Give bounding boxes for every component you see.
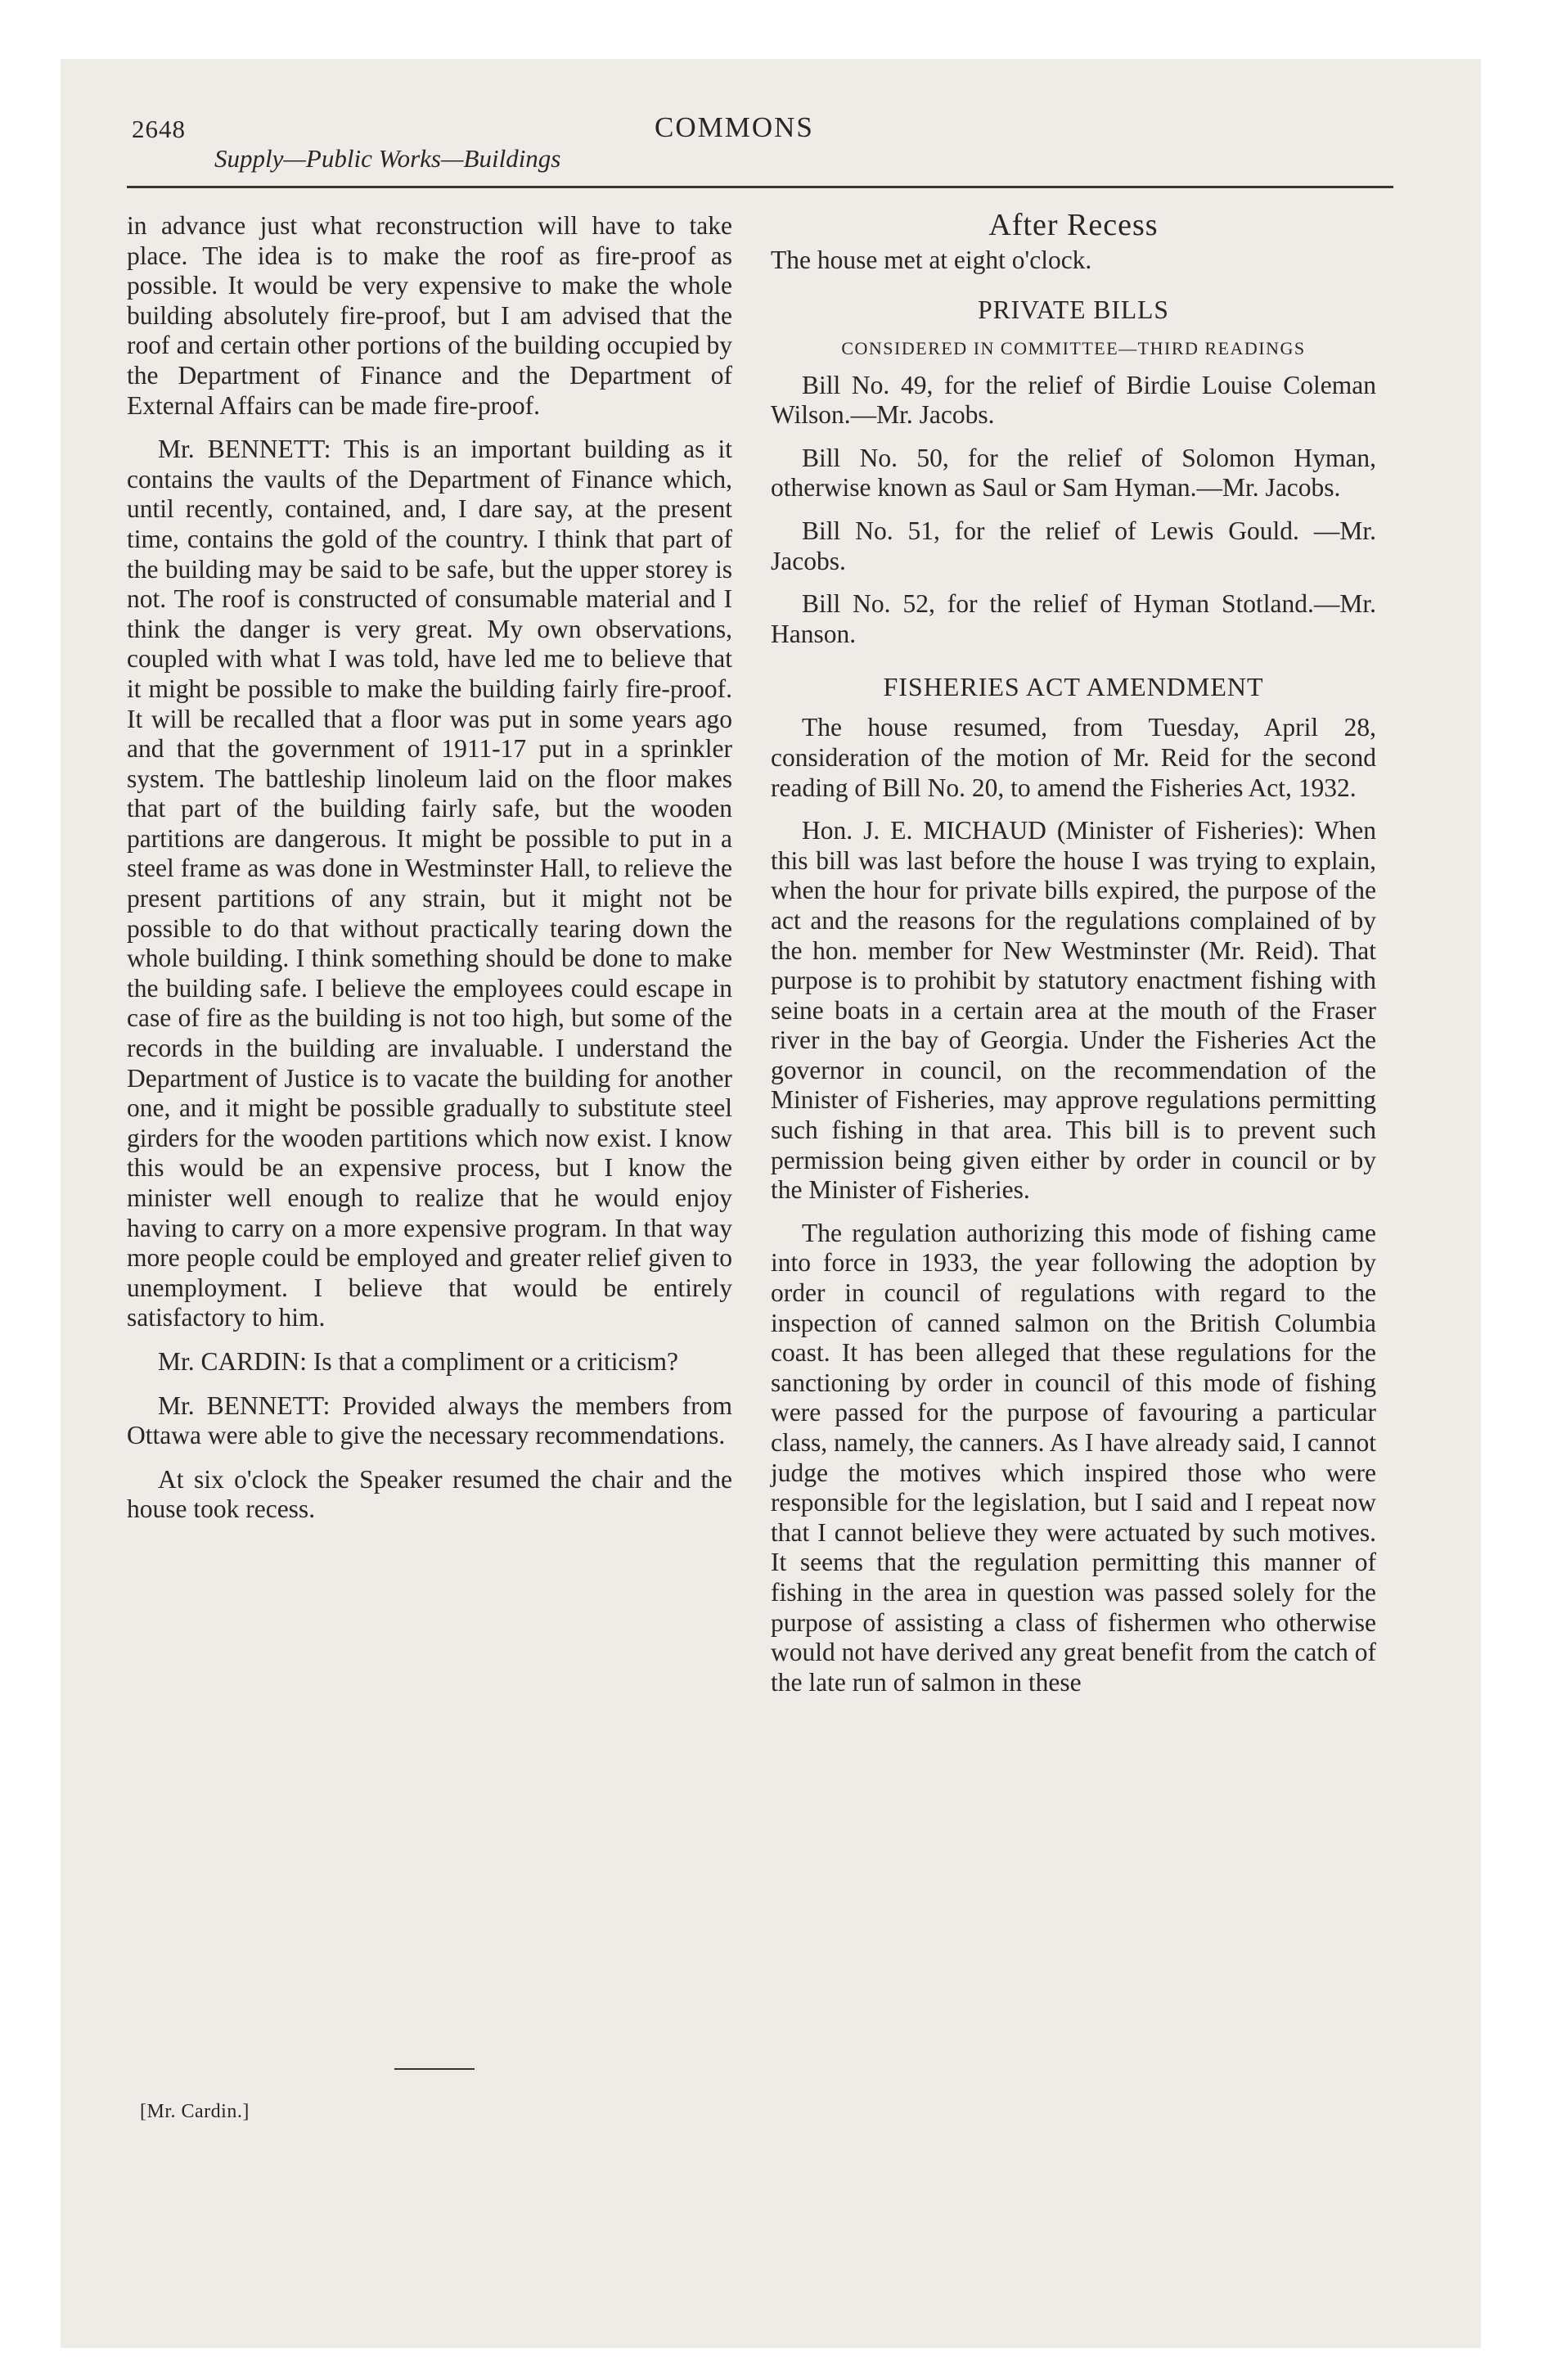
private-bills-subheading: CONSIDERED IN COMMITTEE—THIRD READINGS [841,337,1306,358]
header-rule [127,186,1393,188]
paragraph: At six o'clock the Speaker resumed the chair and the house took recess. [127,1464,732,1524]
bill-entry: Bill No. 52, for the relief of Hyman Stotland.—Mr. Hanson. [771,589,1376,648]
bill-entry: Bill No. 51, for the relief of Lewis Gould. —Mr. Jacobs. [771,516,1376,575]
paragraph: The house resumed, from Tuesday, April 28, consideration of the motion of Mr. Reid for the second reading of Bill No. 20, to amend the Fisheries Act, 1932. [771,713,1376,802]
paragraph: in advance just what reconstruction will have to take place. The idea is to make the roof as fire-proof as possible. It would be very expensive to make the whole building absolutely fire-proof, but I am advised that the roof and certain other portions of the building occupied by the Department of Finance and the Department of External Affairs can be made fire-proof. [127,211,732,420]
fisheries-heading: FISHERIES ACT AMENDMENT [883,672,1264,702]
paragraph: Mr. BENNETT: Provided always the members from Ottawa were able to give the necessary recommendations. [127,1391,732,1450]
running-subtitle: Supply—Public Works—Buildings [214,144,561,173]
after-recess-text: The house met at eight o'clock. [771,246,1092,274]
right-column [771,206,1376,1711]
paragraph: Mr. CARDIN: Is that a compliment or a criticism? [158,1346,678,1376]
bill-entry: Bill No. 50, for the relief of Solomon Hyman, otherwise known as Saul or Sam Hyman.—Mr. Jacobs. [771,443,1376,503]
page-number: 2648 [132,115,186,143]
private-bills-heading: PRIVATE BILLS [978,295,1169,324]
section-divider [394,2068,475,2070]
page-title: COMMONS [655,111,814,143]
bill-entry: Bill No. 49, for the relief of Birdie Louise Coleman Wilson.—Mr. Jacobs. [771,370,1376,430]
paragraph: Mr. BENNETT: This is an important building as it contains the vaults of the Department of Finance which, until recently, contained, and, I dare say, at the present time, contains the gold of the country. I think that part of the building may be said to be safe, but the upper storey is not. The roof is constructed of consumable material and I think the danger is very great. My own observations, coupled with what I was told, have led me to believe that it might be possible to make the building fairly fire-proof. It will be recalled that a floor was put in some years ago and that the government of 1911-17 put in a sprinkler system. The battleship linoleum laid on the floor makes that part of the building fairly safe, but the wooden partitions are dangerous. It might be possible to put in a steel frame as was done in Westminster Hall, to relieve the present partitions of any strain, but it might not be possible to do that without practically tearing down the whole building. I think something should be done to make the building safe. I believe the employees could escape in case of fire as the building is not too high, but some of the records in the building are invaluable. I understand the Department of Justice is to vacate the building for another one, and it might be possible gradually to substitute steel girders for the wooden partitions which now exist. I know this would be an expensive process, but I know the minister well enough to realize that he would enjoy having to carry on a more expensive program. In that way more people could be employed and greater relief given to unemployment. I believe that would be entirely satisfactory to him. [127,435,732,1332]
footer-speaker: [Mr. Cardin.] [140,2101,250,2122]
paragraph: Hon. J. E. MICHAUD (Minister of Fisheries): When this bill was last before the house I was trying to explain, when the hour for private bills expired, the purpose of the act and the reasons for the regulations complained of by the hon. member for New Westminster (Mr. Reid). That purpose is to prohibit by statutory enactment fishing with seine boats in a certain area at the mouth of the Fraser river in the bay of Georgia. Under the Fisheries Act the governor in council, on the recommendation of the Minister of Fisheries, may approve regulations permitting such fishing in that area. This bill is to prevent such permission being given either by order in council or by the Minister of Fisheries. [771,816,1376,1205]
paragraph: The regulation authorizing this mode of fishing came into force in 1933, the year following the adoption by order in council of regulations with regard to the inspection of canned salmon on the British Columbia coast. It has been alleged that these regulations for the sanctioning by order in council of this mode of fishing were passed for the purpose of favouring a particular class, namely, the canners. As I have already said, I cannot judge the motives which inspired those who were responsible for the legislation, but I said and I repeat now that I cannot believe they were actuated by such motives. It seems that the regulation permitting this manner of fishing in the area in question was passed solely for the purpose of assisting a class of fishermen who otherwise would not have derived any great benefit from the catch of the late run of salmon in these [771,1218,1376,1697]
after-recess-heading: After Recess [988,208,1159,242]
left-column [127,211,732,1539]
